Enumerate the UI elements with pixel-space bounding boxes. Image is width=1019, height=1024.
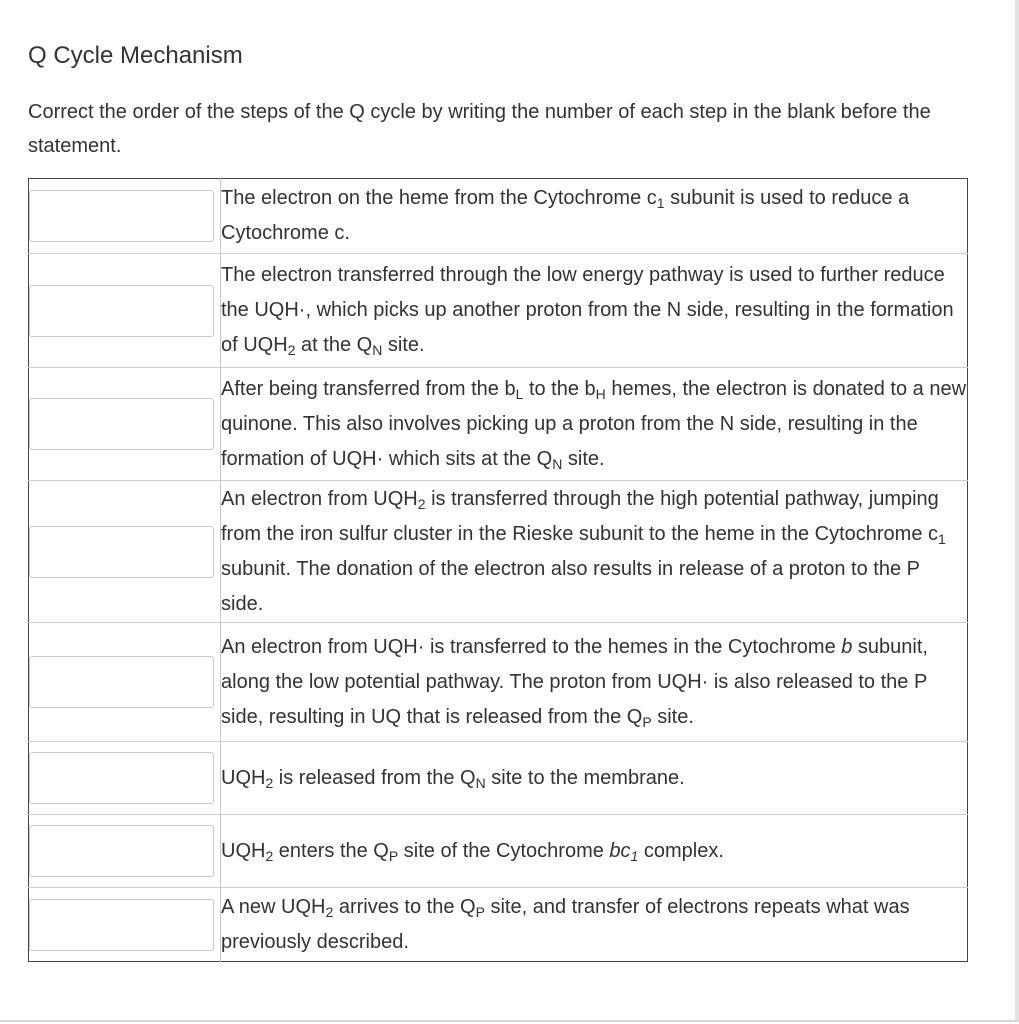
- statement-text: complex.: [638, 839, 724, 862]
- step-statement-4: [221, 481, 968, 623]
- step-row: [29, 623, 968, 742]
- step-blank-cell: [29, 623, 221, 742]
- statement-text: UQH: [221, 766, 266, 789]
- step-row: [29, 179, 968, 254]
- statement-text: arrives to the Q: [333, 895, 476, 918]
- statement-text: site.: [651, 705, 694, 728]
- statement-text: An electron from UQH: [221, 487, 418, 510]
- subscript-text: 2: [287, 342, 296, 358]
- statement-text: site.: [382, 334, 425, 356]
- statement-text: at the Q: [295, 334, 373, 356]
- step-row: [29, 254, 968, 368]
- step-statement-2: [221, 254, 968, 368]
- statement-text: site.: [562, 447, 605, 470]
- step-row: [29, 368, 968, 481]
- subscript-text: P: [388, 847, 399, 864]
- step-blank-cell: [29, 815, 221, 888]
- step-blank-cell: [29, 481, 221, 623]
- step-statement-5: [221, 623, 968, 742]
- statement-text: An electron from UQH· is transferred to the hemes in the Cytochrome: [221, 635, 842, 658]
- subscript-text: N: [552, 455, 563, 472]
- subscript-text: N: [475, 774, 486, 791]
- page-frame-bottom-edge: [0, 1020, 1019, 1022]
- subscript-text: P: [642, 713, 652, 730]
- question-instructions: Correct the order of the steps of the Q cycle by writing the number of each step in the blank before the statement.: [28, 101, 931, 157]
- step-row: [29, 815, 968, 888]
- statement-text: site of the Cytochrome: [398, 839, 610, 862]
- statement-text: The electron on the heme from the Cytochrome c: [221, 187, 657, 209]
- step-number-input-4[interactable]: [29, 526, 214, 578]
- statement-text: UQH: [221, 839, 266, 862]
- subscript-text: 1: [630, 847, 639, 864]
- subscript-text: P: [475, 903, 485, 920]
- subscript-text: 1: [938, 530, 946, 547]
- italic-text: bc: [609, 839, 631, 862]
- statement-text: is released from the Q: [273, 766, 476, 789]
- step-row: [29, 742, 968, 815]
- step-blank-cell: [29, 179, 221, 254]
- step-number-input-6[interactable]: [29, 752, 214, 804]
- statement-text: site, and transfer of electrons repeats what was previously described.: [221, 895, 910, 953]
- subscript-text: L: [515, 385, 524, 402]
- page-frame-right-edge: [1015, 0, 1019, 1022]
- subscript-text: H: [595, 385, 606, 402]
- statement-text: site to the membrane.: [485, 766, 685, 789]
- question-title: Q Cycle Mechanism: [28, 42, 243, 69]
- subscript-text: N: [372, 342, 383, 358]
- statement-text: is transferred through the high potential pathway, jumping from the iron sulfur cluster in the Rieske subunit to the heme in the Cytochrome c: [221, 487, 939, 545]
- step-number-input-2[interactable]: [29, 285, 214, 337]
- step-blank-cell: [29, 254, 221, 368]
- statement-text: A new UQH: [221, 895, 326, 918]
- step-number-input-3[interactable]: [29, 398, 214, 450]
- statement-text: The electron transferred through the low energy pathway is used to further reduce the UQH·, which picks up another proton from the N side, resulting in the formation of UQH: [221, 264, 954, 356]
- step-blank-cell: [29, 742, 221, 815]
- italic-text: b: [841, 635, 853, 658]
- statement-text: hemes, the electron is donated to a new quinone. This also involves picking up a proton from the N side, resulting in the formation of UQH· which sits at the Q: [221, 377, 967, 470]
- statement-text: After being transferred from the b: [221, 377, 516, 400]
- subscript-text: 2: [417, 495, 426, 512]
- step-blank-cell: [29, 888, 221, 962]
- step-statement-8: [221, 888, 968, 962]
- subscript-text: 2: [265, 847, 274, 864]
- step-number-input-1[interactable]: [29, 190, 214, 242]
- subscript-text: 1: [656, 195, 665, 211]
- step-statement-3: [221, 368, 968, 481]
- step-statement-7: [221, 815, 968, 888]
- step-number-input-5[interactable]: [29, 656, 214, 708]
- statement-text: subunit is used to reduce a Cytochrome c.: [221, 187, 910, 244]
- steps-table-body: [29, 179, 968, 962]
- step-number-input-8[interactable]: [29, 899, 214, 951]
- step-blank-cell: [29, 368, 221, 481]
- statement-text: subunit. The donation of the electron also results in release of a proton to the P side.: [221, 557, 920, 615]
- subscript-text: 2: [265, 774, 274, 791]
- step-row: [29, 481, 968, 623]
- steps-table: [28, 178, 968, 962]
- subscript-text: 2: [325, 903, 334, 920]
- statement-text: subunit, along the low potential pathway. The proton from UQH· is also released to the P side, resulting in UQ that is released from the Q: [221, 635, 928, 728]
- statement-text: enters the Q: [273, 839, 389, 862]
- step-number-input-7[interactable]: [29, 825, 214, 877]
- step-row: [29, 888, 968, 962]
- statement-text: to the b: [523, 377, 596, 400]
- step-statement-1: [221, 179, 968, 254]
- step-statement-6: [221, 742, 968, 815]
